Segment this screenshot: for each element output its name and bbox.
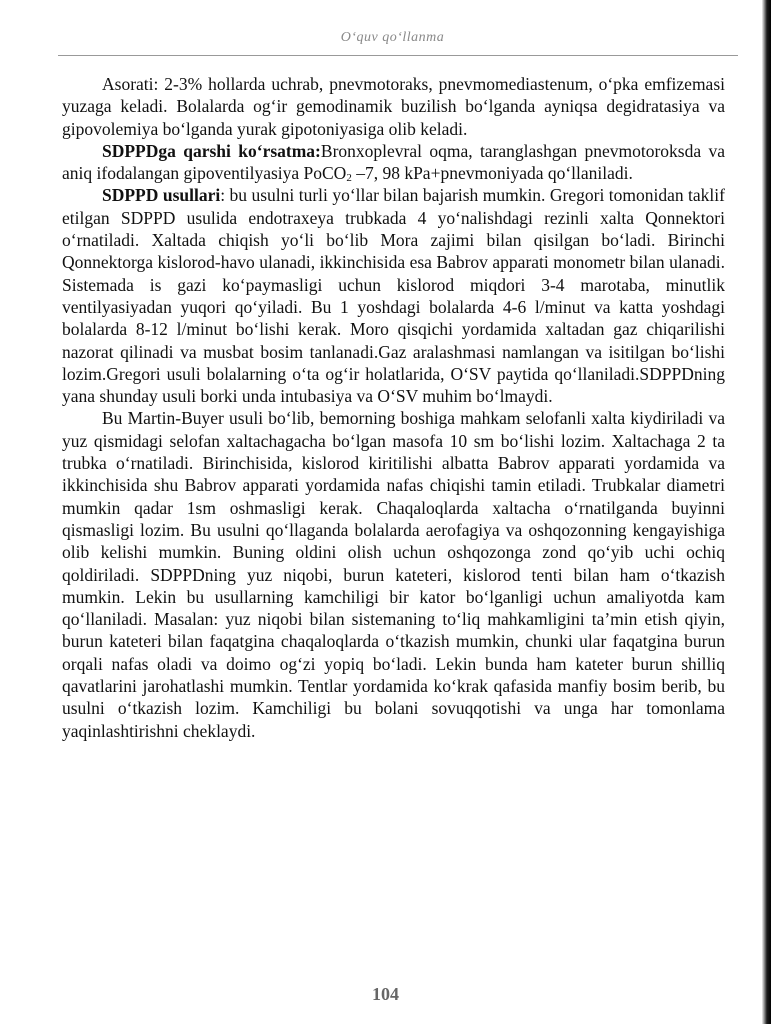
paragraph-martin-buyer [62, 407, 725, 741]
paragraph-lead: SDPPD usullari [102, 185, 221, 206]
paragraph-text: –7, 98 kPa+pnevmoniyada qo‘llaniladi. [351, 163, 633, 184]
paragraph-methods [62, 184, 725, 407]
body-text [62, 73, 725, 742]
running-header: O‘quv qo‘llanma [340, 30, 445, 45]
paragraph-lead: SDPPDga qarshi ko‘rsatma: [102, 140, 321, 161]
paragraph-text: Asorati: 2-3% hollarda uchrab, pnevmotoraks, pnevmomediastenum, o‘pka emfizemasi yuzaga keladi. Bolalarda og‘ir gemodinamik buzilish bo‘lganda ayniqsa degidratasiya va gipovolemiya bo‘lganda yurak gipotoniyasiga olib keladi. [62, 74, 725, 139]
page-number: 104 [372, 984, 399, 1004]
paragraph-contraindications [62, 140, 725, 185]
subscript: 2 [346, 172, 352, 185]
paragraph-text: : bu usulni turli yo‘llar bilan bajarish mumkin. Gregori tomonidan taklif etilgan SDPPD usulida endotraxeya trubkada 4 yo‘nalishdagi rezinli xalta Qonnektori o‘rnatiladi. Xaltada chiqish yo‘li bo‘lib Mora zajimi bilan qisilgan bo‘ladi. Birinchi Qonnektorga kislorod-havo ulanadi, ikkinchisida esa Babrov apparati monometr bilan ulanadi. Sistemada is gazi ko‘paymasligi uchun kislorod miqdori 3-4 marotaba, minutlik ventilyasiyadan yuqori qo‘yiladi. Bu 1 yoshdagi bolalarda 4-6 l/minut va katta yoshdagi bolalarda 8-12 l/minut bo‘lishi kerak. Moro qisqichi yordamida xaltadan gaz chiqarilishi nazorat qilinadi va musbat bosim tanlanadi.Gaz aralashmasi namlangan va isitilgan bo‘lishi lozim.Gregori usuli bolalarning o‘ta og‘ir holatlarida, O‘SV paytida qo‘llaniladi.SDPPDning yana shunday usuli borki unda intubasiya va O‘SV muhim bo‘lmaydi. [62, 185, 725, 407]
paragraph-text: Bu Martin-Buyer usuli bo‘lib, bemorning boshiga mahkam selofanli xalta kiydiriladi va yuz qismidagi selofan xaltachagacha bo‘lgan masofa 10 sm bo‘lishi lozim. Xaltachaga 2 ta trubka o‘rnatiladi. Birinchisida, kislorod kiritilishi albatta Babrov apparati yordamida va ikkinchisida shu Babrov apparati yordamida nafas chiqishi tamin etiladi. Trubkalar diametri mumkin qadar 1sm oshmasligi kerak. Chaqaloqlarda xaltacha o‘rnatilganda buyinni qismasligi lozim. Bu usulni qo‘llaganda bolalarda aerofagiya va oshqozonning kengayishiga olib kelishi mumkin. Buning oldini olish uchun oshqozonga zond qo‘yib uchi ochiq qoldiriladi. SDPPDning yuz niqobi, burun kateteri, kislorod tenti bilan ham o‘tkazish mumkin. Lekin bu usullarning kamchiligi bir kator bo‘lganligi uchun amaliyotda kam qo‘llaniladi. Masalan: yuz niqobi bilan sistemaning to‘liq mahkamligini ta’min etish qiyin, burun kateteri bilan faqatgina chaqaloqlarda o‘tkazish mumkin, chunki ular faqatgina burun orqali nafas oladi va doimo og‘zi yopiq bo‘ladi. Lekin bunda ham kateter burun shilliq qavatlarini jarohatlashi mumkin. Tentlar yordamida ko‘krak qafasida manfiy bosim berib, bu usulni o‘tkazish lozim. Kamchiligi bu bolani sovuqqotishi va unga har tomonlama yaqinlashtirishni cheklaydi. [62, 408, 725, 741]
page-edge-shadow [762, 0, 771, 1024]
paragraph-complications [62, 73, 725, 140]
paragraph-text: Bronxoplevral oqma, taranglashgan pnevmotoroksda va aniq ifodalangan gipoventilyasiya PoCO [62, 140, 726, 184]
header-rule [58, 55, 738, 56]
